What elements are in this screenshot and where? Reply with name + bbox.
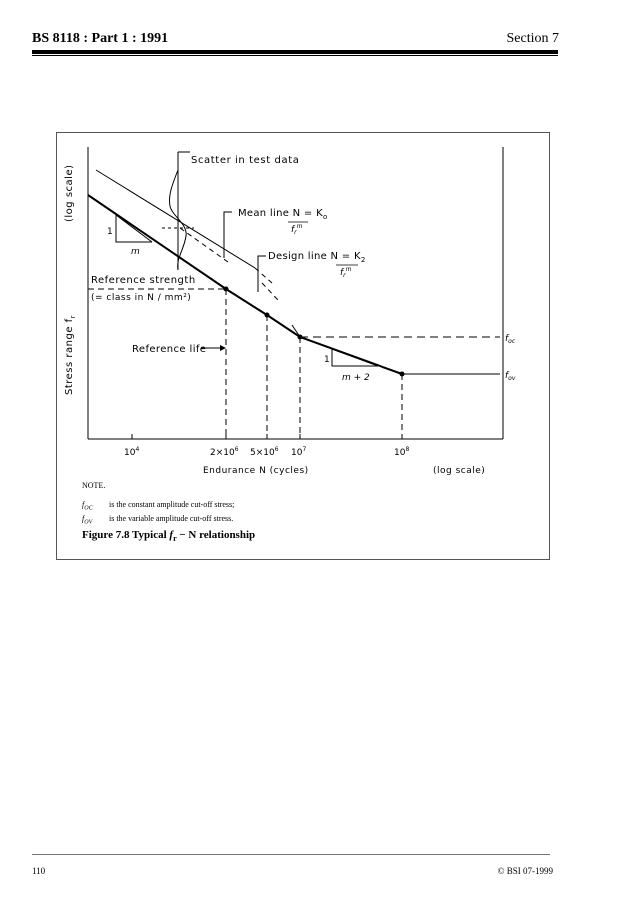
slope1-m: m (131, 247, 140, 257)
mean-line (96, 170, 255, 268)
foc-label: $f_{oc}$ (505, 334, 516, 345)
scatter-dashed-line (180, 228, 228, 262)
point-1e7 (298, 335, 303, 340)
slope2-m: m + 2 (342, 373, 370, 383)
header-left: BS 8118 : Part 1 : 1991 (32, 31, 169, 46)
figure-caption: Figure 7.8 Typical $f_r - N$ relationship (82, 529, 256, 544)
x-tick-label-1: $10^4$ (124, 446, 140, 458)
x-tick-label-5: $10^8$ (394, 446, 410, 458)
ref-life-label: Reference life (132, 344, 207, 355)
fov-label: $f_{ov}$ (505, 371, 516, 382)
ref-strength-label: Reference strength (91, 275, 196, 286)
header-right: Section 7 (506, 31, 559, 46)
y-axis-title: Stress range $f_r$ (64, 314, 77, 395)
note-text: is the constant amplitude cut-off stress; (109, 500, 235, 509)
x-tick-label-2: $2\times 10^6$ (210, 446, 239, 458)
x-axis-scale: (log scale) (433, 466, 486, 476)
note-symbol: $f_{OC}$ (82, 500, 93, 512)
ref-strength-sub: (= class in N / mm²) (91, 293, 192, 303)
mean-line-label: Mean line $N = K_o$ (238, 208, 328, 221)
mean-line-denominator: $f_r^m$ (291, 223, 303, 236)
design-line-label: Design line $N = K_2$ (268, 251, 366, 264)
note-row-1 (82, 500, 234, 512)
slope1-one: 1 (107, 227, 113, 237)
point-1e8 (400, 372, 405, 377)
copyright: © BSI 07-1999 (497, 866, 553, 876)
design-line-denominator: $f_r^m$ (340, 266, 352, 279)
note-row-2 (82, 514, 233, 526)
scatter-label: Scatter in test data (191, 155, 300, 166)
slope2-one: 1 (324, 355, 330, 365)
slope-triangle-1-hyp (116, 215, 152, 242)
scatter-dashed-line-2 (262, 283, 278, 300)
note-text: is the variable amplitude cut-off stress. (109, 514, 234, 523)
ref-life-arrowhead (220, 345, 226, 351)
point-5e6 (265, 313, 270, 318)
point-ref (224, 287, 229, 292)
x-axis-title: Endurance N (cycles) (203, 466, 309, 476)
footer-rule (32, 854, 550, 855)
note-symbol: $f_{OV}$ (82, 514, 93, 526)
slope-triangle-2-hyp (332, 349, 378, 366)
page-number: 110 (32, 866, 46, 876)
x-tick-label-3: $5\times 10^6$ (250, 446, 279, 458)
y-axis-scale: (log scale) (64, 164, 75, 222)
x-tick-label-4: $10^7$ (291, 446, 307, 458)
note-heading: NOTE. (82, 481, 106, 490)
